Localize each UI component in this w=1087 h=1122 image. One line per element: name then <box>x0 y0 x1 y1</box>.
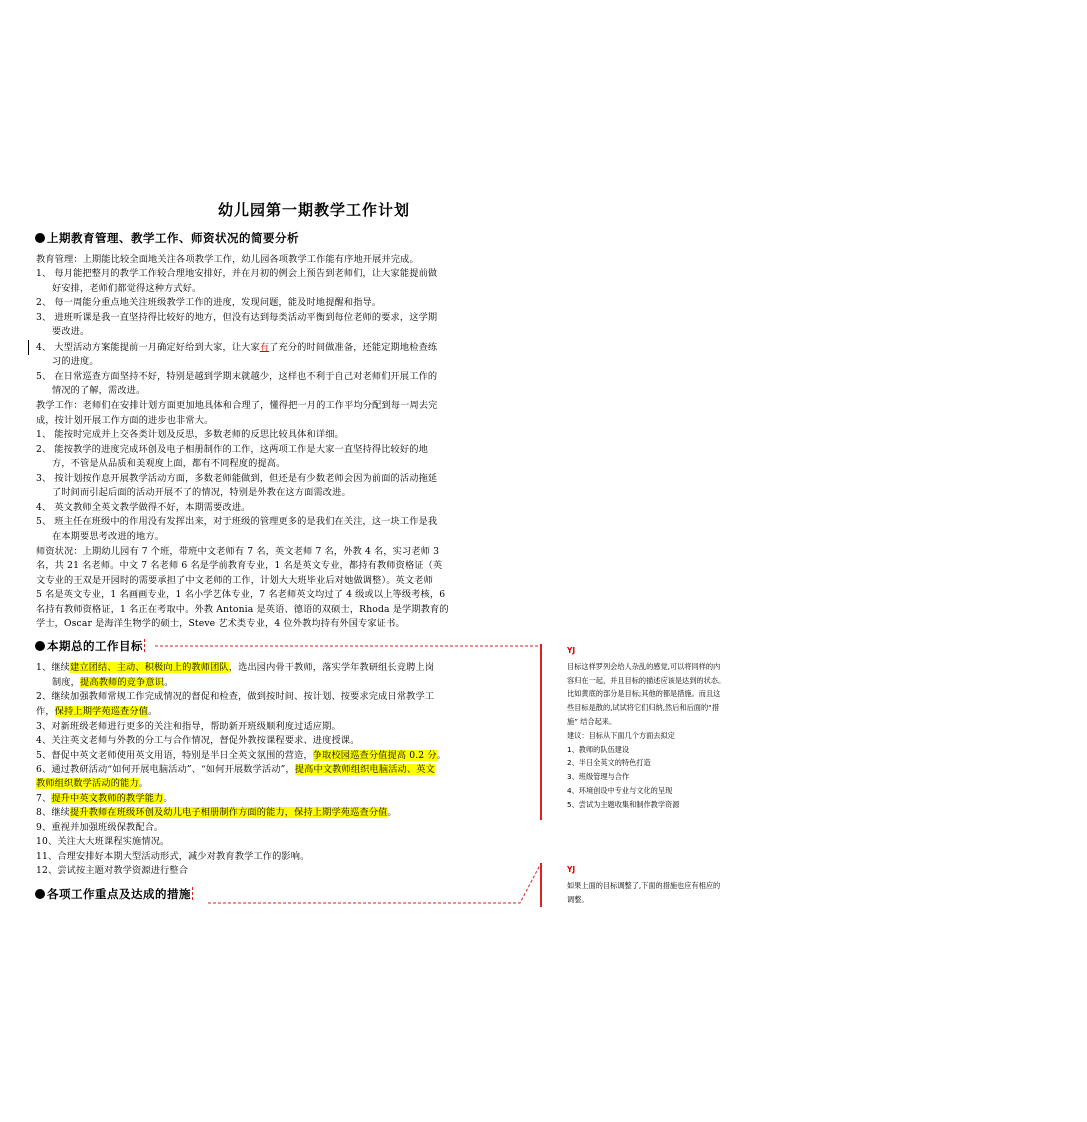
paragraph-line: 4、 英文教师全英文教学做得不好，本期需要改进。 <box>36 502 251 513</box>
comment-line: 目标这样罗列会给人杂乱的感觉,可以将同样的内 <box>567 661 721 671</box>
paragraph-line: 方，不管是从品质和美观度上面，都有不同程度的提高。 <box>52 458 286 469</box>
comment-line: 5、尝试为主题收集和制作教学资源 <box>567 799 680 809</box>
highlighted-goal: 提高教师的竞争意识 <box>80 677 165 688</box>
paragraph-line: 文专业的王双是开园时的需要承担了中文老师的工作，计划大大班毕业后对她做调整）。英文老师 <box>36 575 433 586</box>
comment-line: 施” 结合起来。 <box>567 716 617 726</box>
paragraph-line: 要改进。 <box>52 326 90 337</box>
text-run: ，选出园内骨干教师，落实学年教研组长竞聘上岗 <box>228 662 435 673</box>
comment-line: 4、环境创设中专业与文化的呈现 <box>567 785 673 795</box>
comment-text <box>567 660 757 812</box>
comment-line: 容归在一起，并且目标的描述应该是达到的状态。 <box>567 675 726 685</box>
comment-line: 些目标是散的,试试将它们归纳,然后和后面的“措 <box>567 703 720 713</box>
paragraph-line: 5 名是英文专业，1 名画画专业，1 名小学艺体专业，7 名老师英文均过了 4 级或以上等级考核，6 <box>36 589 446 600</box>
text-run: 。 <box>387 807 397 818</box>
text-run: 。 <box>164 677 174 688</box>
paragraph-line: 5、 班主任在班级中的作用没有发挥出来，对于班级的管理更多的是我们在关注，这一块工作是我 <box>36 516 438 527</box>
paragraph-line: 5、 在日常巡查方面坚持不好，特别是越到学期末就越少，这样也不利于自己对老师们开展工作的 <box>36 371 438 382</box>
paragraph-line: 1、 能按时完成并上交各类计划及反思，多数老师的反思比较具体和详细。 <box>36 429 344 440</box>
paragraph-line: 师资状况：上期幼儿园有 7 个班，带班中文老师有 7 名，英文老师 7 名，外教 4 名，实习老师 3 <box>36 546 440 557</box>
paragraph-line: 好安排，老师们都觉得这种方式好。 <box>52 283 202 294</box>
text-run: 8、继续 <box>36 807 71 818</box>
text-run: 9、重视并加强班级保教配合。 <box>36 822 164 833</box>
comment-line: 3、班级管理与合作 <box>567 772 630 782</box>
comment-line: 1、教师的队伍建设 <box>567 744 630 754</box>
text-run: 2、继续加强教师常规工作完成情况的督促和检查，做到按时间、按计划、按要求完成日常教学工 <box>36 691 435 702</box>
comment-bar-2 <box>540 863 542 907</box>
text-run: 6、通过教研活动“如何开展电脑活动”、“如何开展数学活动”， <box>36 764 295 775</box>
comment-author: YJ <box>567 646 576 655</box>
paragraph-line: 教学工作：老师们在安排计划方面更加地具体和合理了，懂得把一月的工作平均分配到每一周去完 <box>36 400 438 411</box>
comment-line: 建议：目标从下面几个方面去拟定 <box>567 730 675 740</box>
highlighted-goal: 提高中文教师组织电脑活动、英文 <box>294 764 435 775</box>
comment-text <box>567 879 757 907</box>
comment-leader-2 <box>208 865 540 903</box>
paragraph-line: 2、 每一周能分重点地关注班级教学工作的进度，发现问题，能及时地提醒和指导。 <box>36 297 382 308</box>
text-run: 。 <box>148 706 158 717</box>
text-run: 1、继续 <box>36 662 71 673</box>
comment-line: 2、半日全英文的特色打造 <box>567 758 651 768</box>
paragraph-line: 成，按计划开展工作方面的进步也非常大。 <box>36 415 214 426</box>
text-run: 制度， <box>52 677 81 688</box>
comment-author: YJ <box>567 865 576 874</box>
highlighted-goal: 提升中英文教师的教学能力 <box>51 793 164 804</box>
paragraph-line: 学士，Oscar 是海洋生物学的硕士，Steve 艺术类专业，4 位外教均持有外国专家证书。 <box>36 618 405 629</box>
text-run: 4、关注英文老师与外教的分工与合作情况，督促外教按课程要求、进度授课。 <box>36 735 360 746</box>
text-run: 。 <box>163 793 173 804</box>
section-heading-goals: 本期总的工作目标 <box>35 639 146 653</box>
text-run: 了充分的时间做准备，还能定期地检查练 <box>269 342 438 353</box>
highlighted-goal: 保持上期学苑巡查分值 <box>54 706 149 717</box>
paragraph-line: 3、 按计划按作息开展教学活动方面，多数老师能做到，但还是有少数老师会因为前面的活动拖延 <box>36 473 438 484</box>
text-run: 11、合理安排好本期大型活动形式，减少对教育教学工作的影响。 <box>36 851 310 862</box>
document-title: 幼儿园第一期教学工作计划 <box>217 201 410 219</box>
comment-balloon-2[interactable] <box>567 863 757 906</box>
text-run: 作， <box>36 706 55 717</box>
text-run: 。 <box>436 750 447 761</box>
paragraph-line: 名，共 21 名老师。中文 7 名老师 6 名是学前教育专业，1 名是英文专业，都持有教师资格证（英 <box>36 560 443 571</box>
highlighted-goal: 提升教师在班级环创及幼儿电子相册制作方面的能力，保持上期学苑巡查分值 <box>70 807 388 818</box>
text-run: 7、 <box>36 793 52 804</box>
text-run: 10、关注大大班课程实施情况。 <box>36 836 170 847</box>
text-run: 3、对新班级老师进行更多的关注和指导，帮助新开班级顺利度过适应期。 <box>36 721 341 732</box>
paragraph-line: 1、 每月能把整月的教学工作较合理地安排好，并在月初的例会上预告到老师们，让大家能提前做 <box>36 268 438 279</box>
section-heading-measures: 各项工作重点及达成的措施 <box>35 887 194 901</box>
revision-mark: 有 <box>259 342 270 353</box>
section-heading-analysis: 上期教育管理、教学工作、师资状况的简要分析 <box>35 231 299 245</box>
comment-balloon-1[interactable] <box>567 644 757 812</box>
text-run: 4、 大型活动方案能提前一月确定好给到大家，让大家 <box>36 342 260 353</box>
paragraph-line: 2、 能按教学的进度完成环创及电子相册制作的工作，这两项工作是大家一直坚持得比较好的地 <box>36 444 428 455</box>
highlighted-goal: 教师组织数学活动的能力 <box>36 778 139 789</box>
comment-line: 调整。 <box>567 894 589 904</box>
paragraph-line: 在本期要思考改进的地方。 <box>52 531 165 542</box>
comment-line: 比如黄底的部分是目标;其他的都是措施。而且这 <box>567 689 721 699</box>
text-run: 12、尝试按主题对教学资源进行整合 <box>36 865 189 876</box>
paragraph-line: 情况的了解，需改进。 <box>52 385 146 396</box>
paragraph-line: 教育管理：上期能比较全面地关注各项教学工作，幼儿园各项教学工作能有序地开展并完成。 <box>36 254 419 265</box>
paragraph-line: 名持有教师资格证，1 名正在考取中。外教 Antonia 是英语、德语的双硕士，Rhoda 是学期教育的 <box>36 604 449 615</box>
highlighted-goal: 争取校园巡查分值提高 0.2 分 <box>312 750 437 761</box>
comment-line: 如果上面的目标调整了,下面的措施也应有相应的 <box>567 880 721 890</box>
paragraph-line: 了时间而引起后面的活动开展不了的情况，特别是外教在这方面需改进。 <box>52 487 351 498</box>
text-run: 。 <box>138 778 149 789</box>
highlighted-goal: 建立团结、主动、积极向上的教师团队 <box>70 662 229 673</box>
paragraph-line: 3、 进班听课是我一直坚持得比较好的地方，但没有达到每类活动平衡到每位老师的要求，这学期 <box>36 312 438 323</box>
comment-bar-1 <box>540 644 542 820</box>
paragraph-line: 习的进度。 <box>52 356 99 367</box>
text-run: 5、督促中英文老师使用英文用语，特别是半日全英文氛围的营造， <box>36 750 313 761</box>
